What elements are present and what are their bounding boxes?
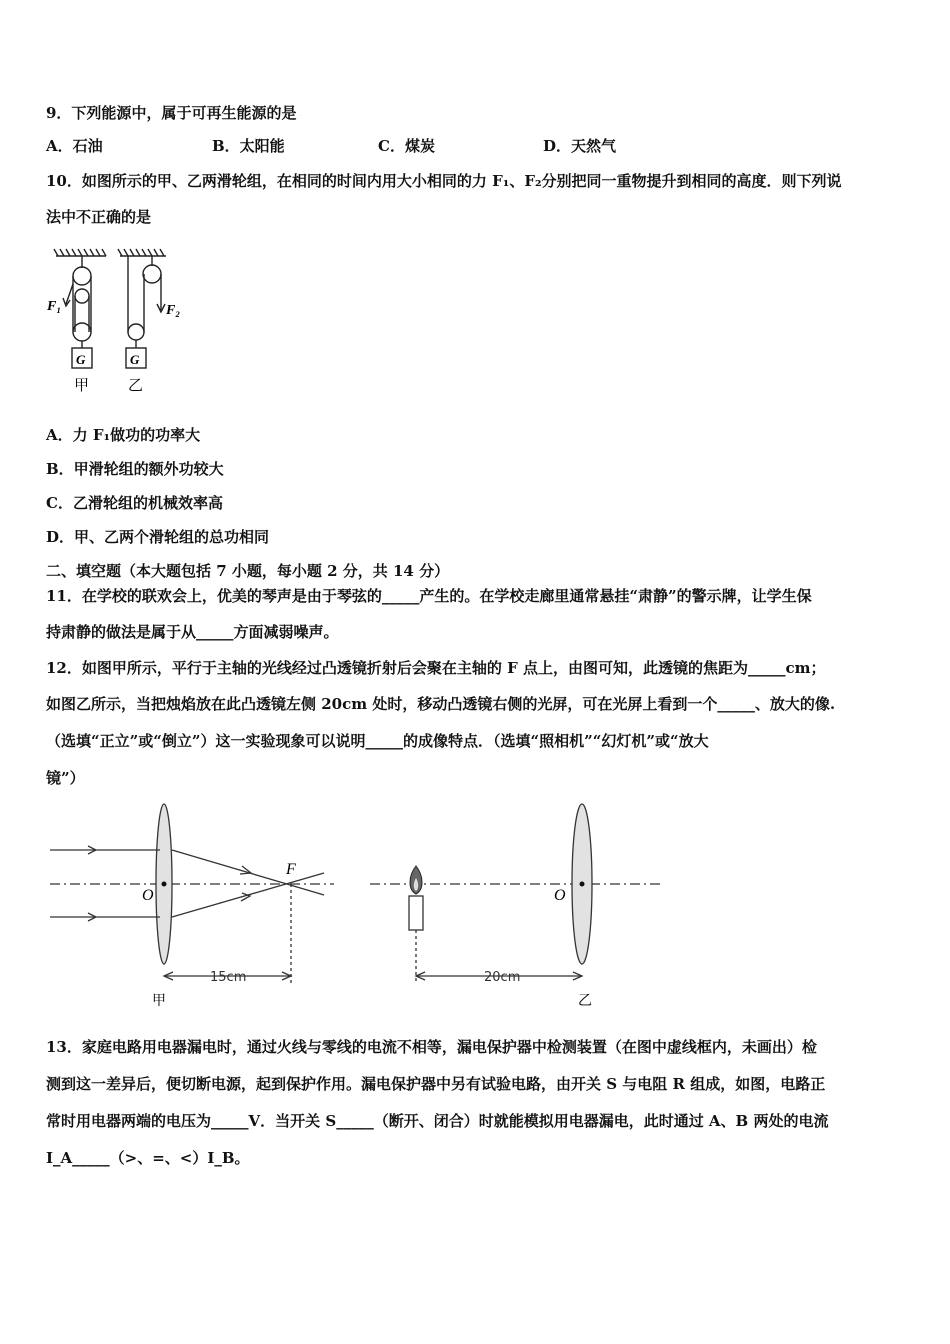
weight-g-jia: G [76, 352, 86, 367]
lens-label-jia: 甲 [152, 993, 166, 1009]
lens-label-yi: 乙 [578, 993, 592, 1009]
weight-g-yi: G [130, 352, 140, 367]
lens-figure-yi [366, 800, 666, 1010]
q9-option-c: C．煤炭 [378, 137, 435, 155]
lens-figure-jia [44, 800, 344, 1010]
f2-label: F₂ [166, 303, 181, 318]
q10-stem-line2: 法中不正确的是 [46, 208, 152, 226]
lens-jia-f: F [286, 861, 296, 878]
section-2-heading: 二、填空题（本大题包括 7 小题，每小题 2 分，共 14 分） [46, 562, 450, 580]
q13-line4: I_A_____（>、=、<）I_B。 [46, 1149, 250, 1167]
f1-label: F₁ [47, 299, 62, 314]
q9-option-b: B．太阳能 [212, 137, 285, 155]
pulley-figure [44, 248, 194, 398]
q10-stem-line1: 10．如图所示的甲、乙两滑轮组，在相同的时间内用大小相同的力 F₁、F₂分别把同一重物提升到相同的高度．则下列说 [46, 172, 842, 190]
q11-line1: 11．在学校的联欢会上，优美的琴声是由于琴弦的_____产生的。在学校走廊里通常悬挂“肃静”的警示牌，让学生保 [46, 587, 812, 605]
q12-line3: （选填“正立”或“倒立”）这一实验现象可以说明_____的成像特点．（选填“照相机”“幻灯机”或“放大 [46, 732, 709, 750]
q9-option-d: D．天然气 [543, 137, 617, 155]
q9-option-a: A．石油 [46, 137, 103, 155]
q12-line2: 如图乙所示，当把烛焰放在此凸透镜左侧 20cm 处时，移动凸透镜右侧的光屏，可在光屏上看到一个_____、放大的像. [46, 695, 836, 713]
dist-20cm: 20cm [484, 970, 521, 985]
q13-line3: 常时用电器两端的电压为_____V．当开关 S_____（断开、闭合）时就能模拟用电器漏电，此时通过 A、B 两处的电流 [46, 1112, 829, 1130]
q13-line1: 13．家庭电路用电器漏电时，通过火线与零线的电流不相等，漏电保护器中检测装置（在图中虚线框内，未画出）检 [46, 1038, 817, 1056]
label-jia: 甲 [74, 376, 90, 394]
q11-line2: 持肃静的做法是属于从_____方面减弱噪声。 [46, 623, 339, 641]
q12-line4: 镜”） [46, 769, 85, 787]
dist-15cm: 15cm [210, 970, 247, 985]
q10-option-a: A．力 F₁做功的功率大 [46, 426, 201, 444]
label-yi: 乙 [128, 376, 144, 394]
q12-line1: 12．如图甲所示，平行于主轴的光线经过凸透镜折射后会聚在主轴的 F 点上，由图可知，此透镜的焦距为_____cm； [46, 659, 826, 677]
q9-stem: 9．下列能源中，属于可再生能源的是 [46, 104, 297, 122]
q10-option-b: B．甲滑轮组的额外功较大 [46, 460, 224, 478]
q10-option-c: C．乙滑轮组的机械效率高 [46, 494, 223, 512]
lens-yi-o: O [554, 887, 566, 904]
lens-jia-o: O [142, 887, 154, 904]
q10-option-d: D．甲、乙两个滑轮组的总功相同 [46, 528, 270, 546]
q13-line2: 测到这一差异后，便切断电源，起到保护作用。漏电保护器中另有试验电路，由开关 S 与电阻 R 组成，如图，电路正 [46, 1075, 826, 1093]
